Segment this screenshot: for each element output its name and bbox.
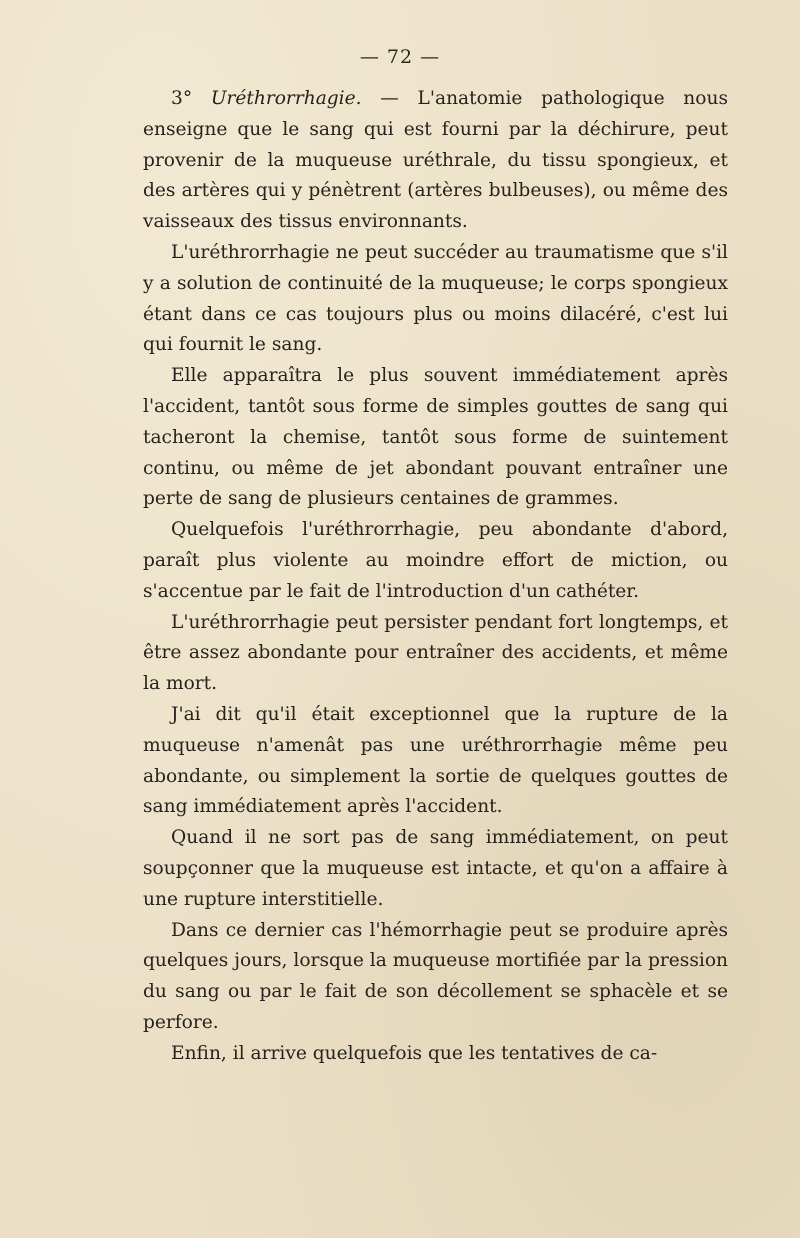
paragraph-text: — L'anatomie pathologique nous enseigne que le sang qui est fourni par la déchirure, peut provenir de la muqueuse uréthrale, du tissu spongieux, et des artères qui y pénètrent (artères bulbeuses), ou même des vaisseaux des tissus environnants. bbox=[143, 88, 728, 233]
paragraph: Quelquefois l'uréthrorrhagie, peu abondante d'abord, paraît plus violente au moindre effort de miction, ou s'accentue par le fait de l'introduction d'un cathéter. bbox=[143, 519, 728, 602]
section-number: 3° bbox=[171, 88, 193, 109]
body-text bbox=[143, 84, 728, 1070]
page-number: — 72 — bbox=[359, 46, 441, 68]
section-title: Uréthrorrhagie. bbox=[210, 88, 362, 109]
paragraph: Quand il ne sort pas de sang immédiatement, on peut soupçonner que la muqueuse est intacte, et qu'on a affaire à une rupture interstitielle. bbox=[143, 827, 728, 910]
paragraph: L'uréthrorrhagie peut persister pendant fort longtemps, et être assez abondante pour entraîner des accidents, et même la mort. bbox=[143, 611, 728, 695]
paragraph: L'uréthrorrhagie ne peut succéder au traumatisme que s'il y a solution de continuité de la muqueuse; le corps spongieux étant dans ce cas toujours plus ou moins dilacéré, c'est lui qui fournit le sang. bbox=[143, 241, 728, 356]
paragraph: Enfin, il arrive quelquefois que les tentatives de ca- bbox=[171, 1042, 658, 1064]
paragraph-uréthrorrhagie-heading bbox=[143, 84, 728, 238]
paragraph: Elle apparaîtra le plus souvent immédiatement après l'accident, tantôt sous forme de simples gouttes de sang qui tacheront la chemise, tantôt sous forme de suintement continu, ou même de jet abondant pouvant entraîner une perte de sang de plusieurs centaines de grammes. bbox=[143, 365, 728, 510]
paragraph: Dans ce dernier cas l'hémorrhagie peut se produire après quelques jours, lorsque la muqueuse mortifiée par la pression du sang ou par le fait de son décollement se sphacèle et se perfore. bbox=[143, 919, 728, 1033]
paragraph: J'ai dit qu'il était exceptionnel que la rupture de la muqueuse n'amenât pas une uréthrorrhagie même peu abondante, ou simplement la sortie de quelques gouttes de sang immédiatement après l'accident. bbox=[143, 703, 728, 818]
